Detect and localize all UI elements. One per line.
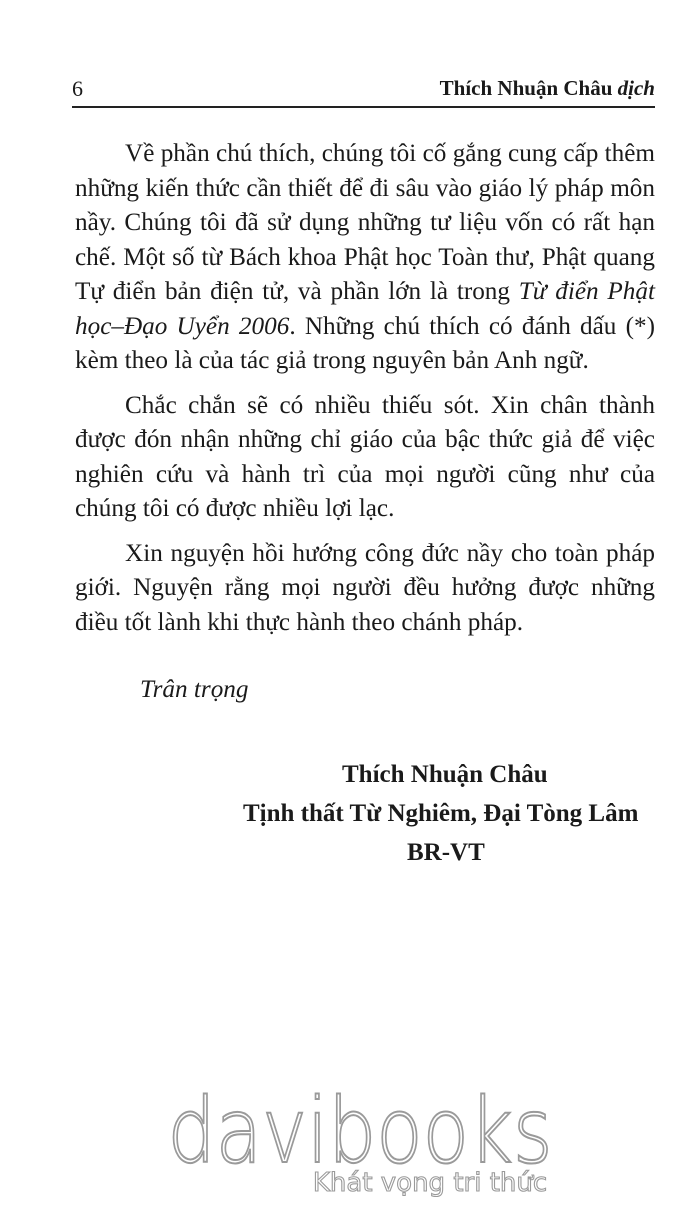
page-number: 6 — [72, 76, 83, 101]
paragraph-apology: Chắc chắn sẽ có nhiều thiếu sót. Xin chân thành được đón nhận những chỉ giáo của bậc thức giả để việc nghiên cứu và hành trì của mọi người cũng như của chúng tôi có được nhiều lợi lạc. — [75, 391, 655, 522]
davibooks-watermark-logo — [160, 1080, 560, 1200]
page-header — [72, 72, 655, 108]
paragraph-notes-text-1: Về phần chú thích, chúng tôi cố gắng cung cấp thêm những kiến thức cần thiết để đi sâu vào giáo lý pháp môn nầy. Chúng tôi đã sử dụng những tư liệu vốn có rất hạn chế. Một số từ Bách khoa Phật học Toàn thư, Phật quang Tự điển bản điện tử, và phần lớn là trong — [75, 140, 655, 305]
watermark-brand: davibooks — [167, 1080, 553, 1184]
signature-place: Tịnh thất Từ Nghiêm, Đại Tòng Lâm — [243, 800, 639, 827]
paragraph-notes — [75, 137, 655, 379]
watermark-slogan: Khát vọng tri thức — [312, 1168, 548, 1198]
signature-name: Thích Nhuận Châu — [342, 761, 548, 788]
closing-salutation: Trân trọng — [140, 676, 249, 703]
paragraph-dedication: Xin nguyện hồi hướng công đức nầy cho toàn pháp giới. Nguyện rằng mọi người đều hưởng được những điều tốt lành khi thực hành theo chánh pháp. — [75, 539, 655, 636]
body-text — [75, 137, 655, 650]
signature-region: BR-VT — [407, 839, 485, 866]
running-head — [440, 76, 655, 101]
signature-block — [200, 755, 700, 872]
running-head-role: dịch — [617, 76, 655, 100]
watermark-svg — [160, 1080, 560, 1200]
dictionary-title: Từ điển Phật học–Đạo Uyển 2006 — [75, 278, 655, 340]
running-head-author: Thích Nhuận Châu — [439, 76, 613, 100]
paragraph-notes-text-2: . Những chú thích có đánh dấu (*) kèm theo là của tác giả trong nguyên bản Anh ngữ. — [75, 312, 655, 374]
